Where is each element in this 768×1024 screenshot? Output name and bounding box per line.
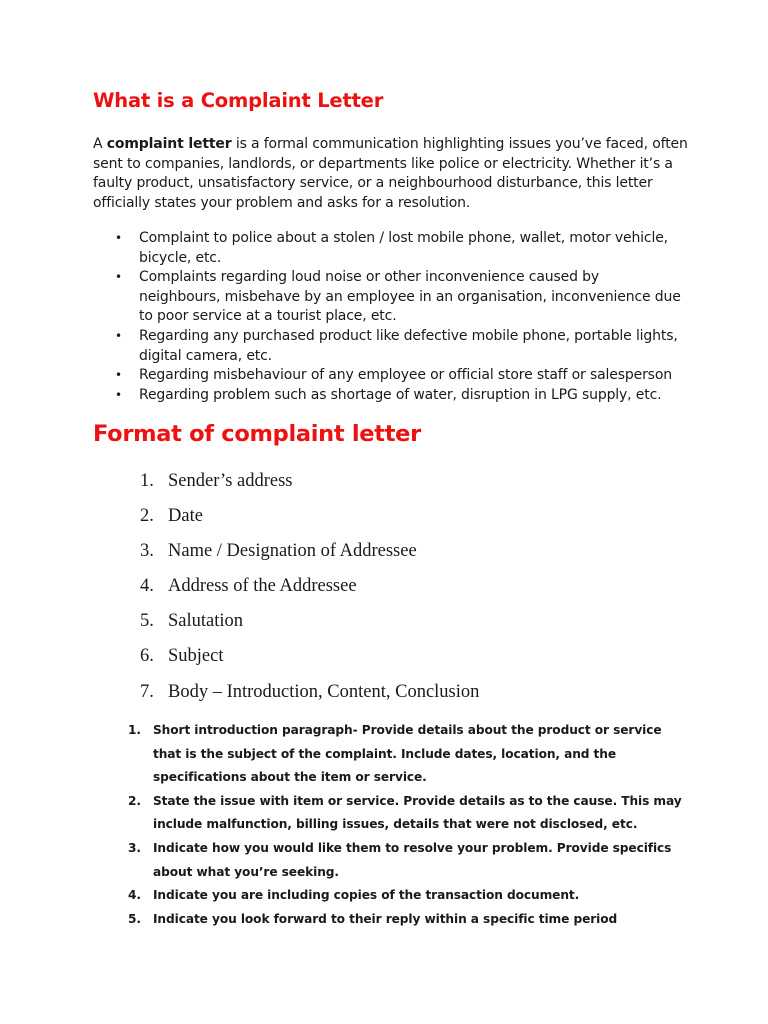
- format-item: [140, 505, 479, 540]
- format-item-text: Date: [168, 506, 203, 527]
- step-item: [128, 719, 682, 790]
- format-item-text: Subject: [168, 646, 224, 667]
- list-item-text: digital camera, etc.: [139, 347, 272, 364]
- format-item-text: Salutation: [168, 611, 244, 632]
- body-steps-list: [128, 719, 682, 931]
- bullet-dot-icon: •: [115, 368, 122, 383]
- list-item: [93, 327, 693, 366]
- list-item-text: Complaint to police about a stolen / lost mobile phone, wallet, motor vehicle,: [139, 230, 668, 246]
- list-item: [93, 386, 693, 406]
- step-item: [128, 884, 682, 908]
- list-item: [93, 229, 693, 268]
- format-item: [140, 540, 479, 575]
- format-item-text: Body – Introduction, Content, Conclusion: [168, 681, 480, 702]
- step-text: specifications about the item or service.: [153, 770, 427, 785]
- list-item-text: neighbours, misbehave by an employee in an organisation, inconvenience due: [139, 288, 681, 305]
- step-number: 2.: [128, 793, 141, 808]
- step-item: [128, 790, 682, 837]
- format-item-number: 1.: [140, 471, 154, 491]
- intro-lead: A: [93, 136, 107, 152]
- list-item: [93, 268, 693, 327]
- complaint-types-list: [93, 229, 693, 405]
- format-list: [140, 470, 479, 716]
- format-item: [140, 645, 479, 680]
- bullet-dot-icon: •: [115, 328, 122, 343]
- step-text: State the issue with item or service. Provide details as to the cause. This may: [153, 793, 682, 808]
- intro-line-1-rest: is a formal communication highlighting issues you’ve faced, often: [231, 136, 688, 152]
- list-item-text: Complaints regarding loud noise or other inconvenience caused by: [139, 269, 599, 286]
- intro-line-2: sent to companies, landlords, or departments like police or electricity. Whether it’s a: [93, 155, 673, 172]
- format-item-number: 3.: [140, 541, 154, 562]
- format-item-text: Name / Designation of Addressee: [168, 541, 417, 562]
- format-item-number: 4.: [140, 576, 154, 597]
- intro-paragraph: [93, 135, 688, 213]
- list-item-text: Regarding misbehaviour of any employee or official store staff or salesperson: [139, 367, 672, 384]
- step-text: Indicate how you would like them to resolve your problem. Provide specifics: [153, 840, 672, 855]
- bullet-dot-icon: •: [115, 387, 122, 402]
- bullet-dot-icon: •: [115, 270, 122, 285]
- intro-line-1: [93, 135, 688, 155]
- list-item-text: Regarding problem such as shortage of water, disruption in LPG supply, etc.: [139, 386, 662, 403]
- format-item-number: 7.: [140, 681, 154, 702]
- step-item: [128, 908, 682, 932]
- step-text: about what you’re seeking.: [153, 864, 339, 879]
- bullet-dot-icon: •: [115, 231, 122, 245]
- intro-bold-term: complaint letter: [106, 136, 232, 152]
- intro-line-4: officially states your problem and asks for a resolution.: [93, 194, 471, 211]
- step-text: that is the subject of the complaint. Include dates, location, and the: [153, 746, 617, 761]
- intro-line-3: faulty product, unsatisfactory service, or a neighbourhood disturbance, this letter: [93, 175, 653, 192]
- step-text: Short introduction paragraph- Provide details about the product or service: [153, 723, 662, 737]
- format-item-text: Address of the Addressee: [168, 576, 357, 597]
- list-item-text: bicycle, etc.: [139, 249, 222, 266]
- format-item-number: 2.: [140, 506, 154, 527]
- format-item: [140, 681, 479, 716]
- format-item: [140, 610, 479, 645]
- step-number: 4.: [128, 888, 141, 903]
- format-item-text: Sender’s address: [168, 471, 293, 491]
- format-item-number: 5.: [140, 611, 154, 632]
- step-text: include malfunction, billing issues, details that were not disclosed, etc.: [153, 817, 638, 832]
- list-item-text: Regarding any purchased product like defective mobile phone, portable lights,: [139, 327, 678, 344]
- list-item-text: to poor service at a tourist place, etc.: [139, 308, 397, 325]
- section-title-what-is: What is a Complaint Letter: [93, 89, 384, 112]
- step-number: 1.: [128, 723, 141, 737]
- format-item: [140, 575, 479, 610]
- section-title-format: Format of complaint letter: [93, 421, 421, 447]
- step-item: [128, 837, 682, 884]
- step-text: Indicate you are including copies of the transaction document.: [153, 888, 580, 903]
- list-item: [93, 366, 693, 386]
- format-item: [140, 470, 479, 505]
- step-number: 3.: [128, 840, 141, 855]
- format-item-number: 6.: [140, 646, 154, 667]
- step-number: 5.: [128, 911, 141, 926]
- step-text: Indicate you look forward to their reply within a specific time period: [153, 911, 618, 926]
